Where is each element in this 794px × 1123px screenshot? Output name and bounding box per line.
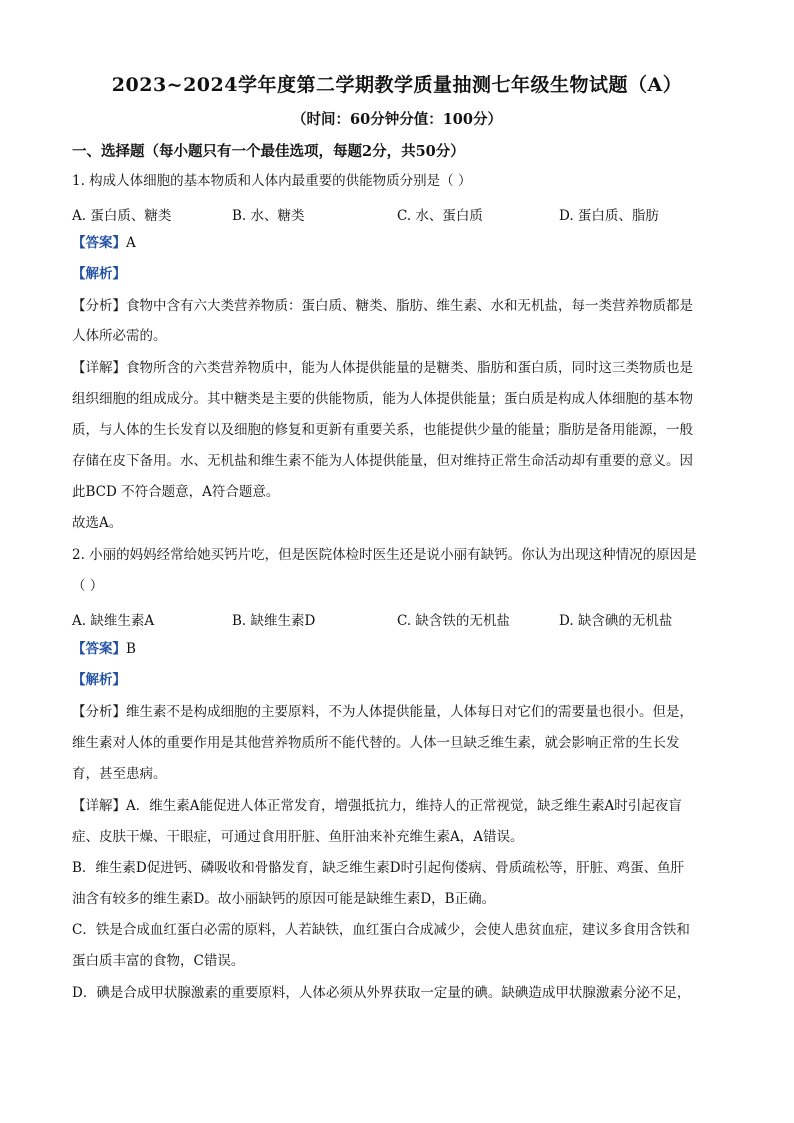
q1-xiangjie-line-4: 存储在皮下备用。水、无机盐和维生素不能为人体提供能量，但对维持正常生命活动却有重要的意义。因 [72, 453, 693, 469]
q2-xiangjie-line-2: 症、皮肤干燥、干眼症，可通过食用肝脏、鱼肝油来补充维生素A，A错误。 [72, 829, 524, 845]
q1-fenxi-line-2: 人体所必需的。 [72, 328, 167, 344]
analysis-tag: 【解析】 [72, 672, 126, 688]
q2-fenxi-text: 维生素不是构成细胞的主要原料，不为人体提供能量，人体每日对它们的需要量也很小。但是， [126, 704, 693, 720]
exam-title: 2023~2024学年度第二学期教学质量抽测七年级生物试题（A） [111, 74, 683, 96]
q2-answer [72, 639, 136, 659]
q2-fenxi-line-3: 育，甚至患病。 [72, 766, 167, 782]
q2-answer-value: B [126, 641, 136, 657]
q2-option-b: B. 缺维生素D [232, 613, 316, 629]
section-heading: 一、选择题（每小题只有一个最佳选项，每题2分，共50分） [72, 143, 465, 160]
answer-tag: 【答案】 [72, 641, 126, 657]
q2-xiangjie-line-4: 油含有较多的维生素D。故小丽缺钙的原因可能是缺维生素D，B正确。 [72, 891, 496, 907]
analysis-tag: 【解析】 [72, 266, 126, 282]
q2-stem-line-1: 2. 小丽的妈妈经常给她买钙片吃，但是医院体检时医生还是说小丽有缺钙。你认为出现这种情况的原因是 [72, 547, 697, 563]
q2-fenxi-line-1 [72, 702, 693, 722]
q2-analysis-heading [72, 670, 126, 690]
q2-xiangjie-line-5: C．铁是合成血红蛋白必需的原料，人若缺铁，血红蛋白合成减少，会使人患贫血症，建议多食用含铁和 [72, 922, 690, 938]
q1-xiangjie-line-2: 组织细胞的组成成分。其中糖类是主要的供能物质，能为人体提供能量；蛋白质是构成人体细胞的基本物 [72, 391, 693, 407]
xiangjie-tag: 【详解】 [72, 798, 126, 814]
q1-answer-value: A [126, 235, 136, 251]
answer-tag: 【答案】 [72, 235, 126, 251]
q1-analysis-heading [72, 264, 126, 284]
q1-conclusion: 故选A。 [72, 515, 123, 531]
q2-xiangjie-line-6: 蛋白质丰富的食物，C错误。 [72, 953, 245, 969]
q1-xiangjie-line-5: 此BCD 不符合题意，A符合题意。 [72, 484, 280, 500]
q1-xiangjie-line-1 [72, 358, 693, 378]
q2-option-c: C. 缺含铁的无机盐 [397, 613, 510, 629]
fenxi-tag: 【分析】 [72, 704, 126, 720]
exam-subtitle: （时间：60分钟分值：100分） [292, 111, 502, 128]
q1-fenxi-line-1 [72, 296, 693, 316]
q2-xiangjie-line-3: B．维生素D促进钙、磷吸收和骨骼发育，缺乏维生素D时引起佝偻病、骨质疏松等，肝脏、鸡蛋、鱼肝 [72, 860, 685, 876]
q1-stem: 1. 构成人体细胞的基本物质和人体内最重要的供能物质分别是（ ） [72, 173, 472, 189]
q2-stem-line-2: （ ） [72, 578, 104, 594]
q2-fenxi-line-2: 维生素对人体的重要作用是其他营养物质所不能代替的。人体一旦缺乏维生素，就会影响正常的生长发 [72, 735, 680, 751]
q1-option-b: B. 水、糖类 [232, 208, 305, 224]
q1-option-a: A. 蛋白质、糖类 [72, 208, 172, 224]
q1-xiangjie-text: 食物所含的六类营养物质中，能为人体提供能量的是糖类、脂肪和蛋白质，同时这三类物质也是 [126, 360, 693, 376]
q1-option-d: D. 蛋白质、脂肪 [559, 208, 659, 224]
q2-option-a: A. 缺维生素A [72, 613, 155, 629]
q2-xiangjie-line-7: D．碘是合成甲状腺激素的重要原料，人体必须从外界获取一定量的碘。缺碘造成甲状腺激素分泌不足， [72, 985, 691, 1001]
q1-answer [72, 233, 136, 253]
xiangjie-tag: 【详解】 [72, 360, 126, 376]
q1-xiangjie-line-3: 质，与人体的生长发育以及细胞的修复和更新有重要关系，也能提供少量的能量；脂肪是备用能源，一般 [72, 422, 693, 438]
q2-xiangjie-text: A．维生素A能促进人体正常发育，增强抵抗力，维持人的正常视觉，缺乏维生素A时引起夜盲 [126, 798, 682, 814]
q2-option-d: D. 缺含碘的无机盐 [559, 613, 673, 629]
fenxi-tag: 【分析】 [72, 298, 126, 314]
q1-option-c: C. 水、蛋白质 [397, 208, 483, 224]
q2-xiangjie-line-1 [72, 796, 682, 816]
q1-fenxi-text: 食物中含有六大类营养物质：蛋白质、糖类、脂肪、维生素、水和无机盐，每一类营养物质都是 [126, 298, 693, 314]
